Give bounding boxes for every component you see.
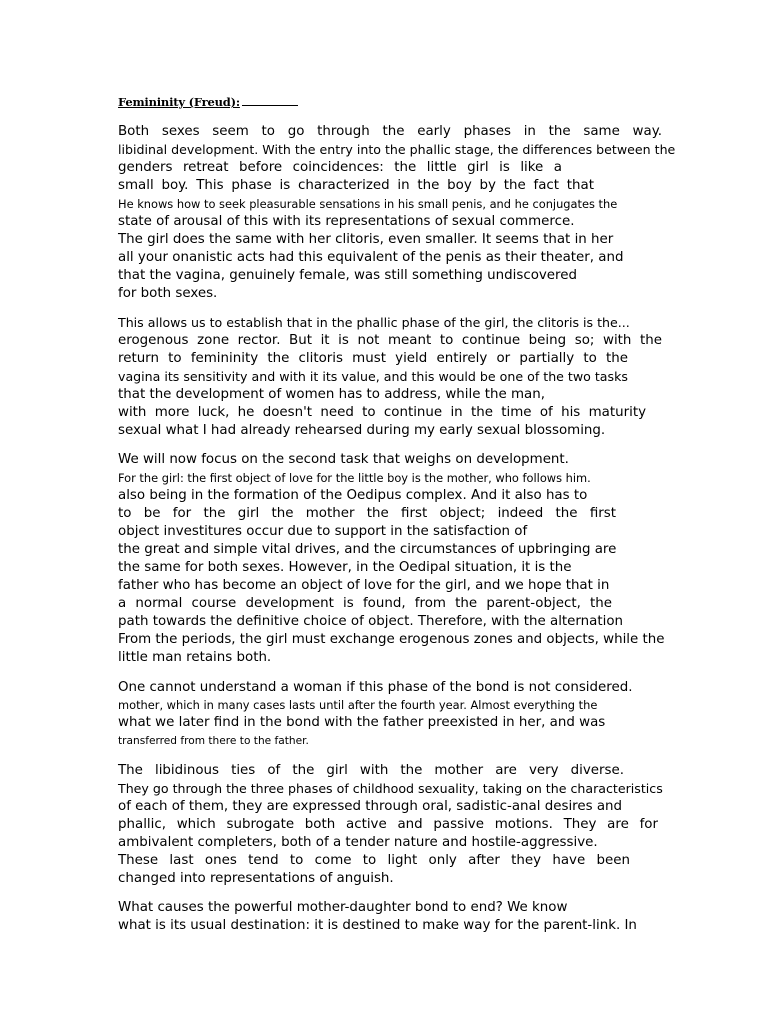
paragraph-4-line-4: transferred from there to the father. [118, 735, 309, 747]
paragraph-3-line-2: For the girl: the first object of love for the little boy is the mother, who follows him. [118, 471, 591, 485]
paragraph-3-line-11: From the periods, the girl must exchange erogenous zones and objects, while the [118, 632, 665, 647]
paragraph-5-line-2: They go through the three phases of childhood sexuality, taking on the characteristics [118, 781, 663, 796]
paragraph-3-line-6: the great and simple vital drives, and the circumstances of upbringing are [118, 542, 617, 557]
paragraph-1-line-5: He knows how to seek pleasurable sensations in his small penis, and he conjugates the [118, 197, 618, 211]
paragraph-4-line-2: mother, which in many cases lasts until after the fourth year. Almost everything the [118, 698, 598, 712]
paragraph-1-line-8: all your onanistic acts had this equivalent of the penis as their theater, and [118, 250, 624, 265]
paragraph-3-line-4: to be for the girl the mother the first object; indeed the first [118, 506, 616, 521]
document-title [118, 94, 298, 109]
paragraph-3-line-8: father who has become an object of love for the girl, and we hope that in [118, 578, 610, 593]
title-underline-rule [242, 94, 298, 106]
paragraph-5-line-1: The libidinous ties of the girl with the mother are very diverse. [118, 763, 624, 778]
paragraph-2-line-6: with more luck, he doesn't need to continue in the time of his maturity [118, 405, 646, 420]
paragraph-3-line-12: little man retains both. [118, 650, 272, 665]
title-text: Femininity (Freud): [118, 95, 240, 109]
paragraph-4-line-3: what we later find in the bond with the father preexisted in her, and was [118, 715, 606, 730]
paragraph-1-line-7: The girl does the same with her clitoris, even smaller. It seems that in her [118, 232, 614, 247]
paragraph-3-line-9: a normal course development is found, from the parent-object, the [118, 596, 612, 611]
paragraph-2-line-3: return to femininity the clitoris must yield entirely or partially to the [118, 351, 628, 366]
paragraph-2-line-1: This allows us to establish that in the phallic phase of the girl, the clitoris is the... [118, 315, 630, 330]
paragraph-1-line-10: for both sexes. [118, 286, 218, 301]
paragraph-3-line-5: object investitures occur due to support in the satisfaction of [118, 524, 528, 539]
paragraph-3-line-7: the same for both sexes. However, in the Oedipal situation, it is the [118, 560, 572, 575]
paragraph-1-line-1: Both sexes seem to go through the early phases in the same way. [118, 124, 662, 139]
paragraph-6-line-2: what is its usual destination: it is destined to make way for the parent-link. In [118, 918, 637, 933]
paragraph-2-line-2: erogenous zone rector. But it is not meant to continue being so; with the [118, 333, 662, 348]
paragraph-1-line-3: genders retreat before coincidences: the little girl is like a [118, 160, 562, 175]
paragraph-3-line-1: We will now focus on the second task that weighs on development. [118, 452, 569, 467]
paragraph-1-line-6: state of arousal of this with its representations of sexual commerce. [118, 214, 575, 229]
paragraph-5-line-4: phallic, which subrogate both active and passive motions. They are for [118, 817, 658, 832]
paragraph-3-line-3: also being in the formation of the Oedipus complex. And it also has to [118, 488, 588, 503]
paragraph-3-line-10: path towards the definitive choice of object. Therefore, with the alternation [118, 614, 624, 629]
paragraph-1-line-4: small boy. This phase is characterized in the boy by the fact that [118, 178, 594, 193]
paragraph-5-line-6: These last ones tend to come to light only after they have been [118, 853, 630, 868]
paragraph-5-line-7: changed into representations of anguish. [118, 871, 394, 886]
paragraph-5-line-3: of each of them, they are expressed through oral, sadistic-anal desires and [118, 799, 623, 814]
paragraph-4-line-1: One cannot understand a woman if this phase of the bond is not considered. [118, 680, 633, 695]
paragraph-6-line-1: What causes the powerful mother-daughter bond to end? We know [118, 900, 568, 915]
paragraph-2-line-5: that the development of women has to address, while the man, [118, 387, 545, 402]
paragraph-1-line-9: that the vagina, genuinely female, was still something undiscovered [118, 268, 577, 283]
paragraph-5-line-5: ambivalent completers, both of a tender nature and hostile-aggressive. [118, 835, 598, 850]
paragraph-1-line-2: libidinal development. With the entry into the phallic stage, the differences between the [118, 142, 676, 157]
paragraph-2-line-7: sexual what I had already rehearsed during my early sexual blossoming. [118, 423, 606, 438]
paragraph-2-line-4: vagina its sensitivity and with it its value, and this would be one of the two tasks [118, 369, 628, 384]
